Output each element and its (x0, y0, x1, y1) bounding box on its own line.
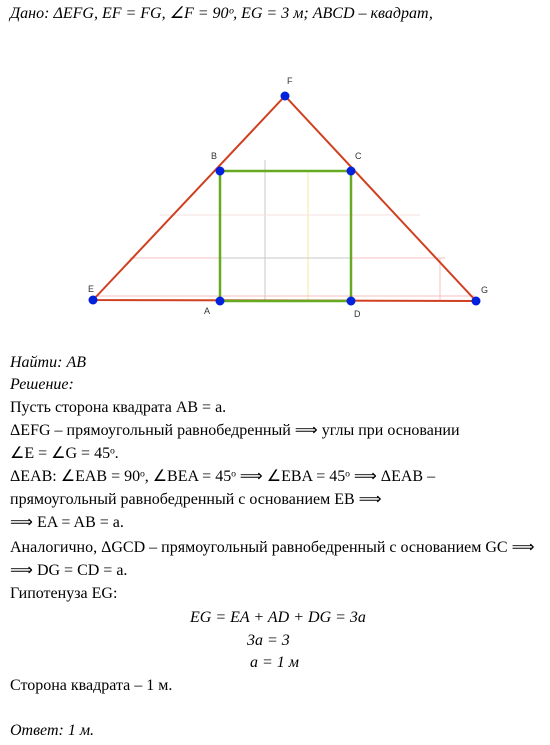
label-g: G (481, 285, 489, 295)
solution-line-1: Пусть сторона квадрата AB = a. (10, 399, 227, 416)
solution-line-4: ΔEAB: ∠EAB = 90ᵒ, ∠BEA = 45ᵒ ⟹ ∠EBA = 45ᵒ ⟹ ΔEAB – (10, 468, 436, 485)
equation-1: EG = EA + AD + DG = 3a (190, 609, 366, 626)
square-abcd (220, 171, 351, 301)
triangle-efg (93, 96, 476, 301)
point-g (472, 297, 481, 306)
label-e: E (88, 284, 95, 294)
solution-line-5: прямоугольный равнобедренный с основанием EB ⟹ (10, 491, 382, 508)
conclusion-line: Сторона квадрата – 1 м. (10, 677, 173, 694)
equation-2: 3a = 3 (247, 632, 290, 649)
point-e (89, 296, 98, 305)
label-a: A (204, 306, 211, 316)
label-d: D (354, 309, 361, 319)
solution-line-7: Аналогично, ΔGCD – прямоугольный равнобедренный с основанием GC ⟹ (10, 539, 535, 556)
solution-line-9: Гипотенуза EG: (10, 585, 118, 602)
point-d (347, 297, 356, 306)
answer-line: Ответ: 1 м. (10, 722, 95, 739)
label-f: F (287, 76, 293, 86)
find-line: Найти: AB (10, 354, 86, 371)
solution-line-2: ΔEFG – прямоугольный равнобедренный ⟹ углы при основании (10, 422, 460, 439)
point-a (216, 297, 225, 306)
geometry-figure (0, 60, 550, 330)
point-f (281, 92, 290, 101)
solution-title: Решение: (10, 376, 74, 393)
given-line: Дано: ΔEFG, EF = FG, ∠F = 90ᵒ, EG = 3 м; ABCD – квадрат, (10, 5, 433, 22)
equation-3: a = 1 м (250, 654, 300, 671)
solution-line-6: ⟹ EA = AB = a. (10, 514, 124, 531)
solution-line-3: ∠E = ∠G = 45ᵒ. (10, 445, 119, 462)
point-b (216, 167, 225, 176)
label-b: B (211, 151, 218, 161)
label-c: C (355, 151, 362, 161)
point-c (347, 167, 356, 176)
solution-line-8: ⟹ DG = CD = a. (10, 562, 128, 579)
